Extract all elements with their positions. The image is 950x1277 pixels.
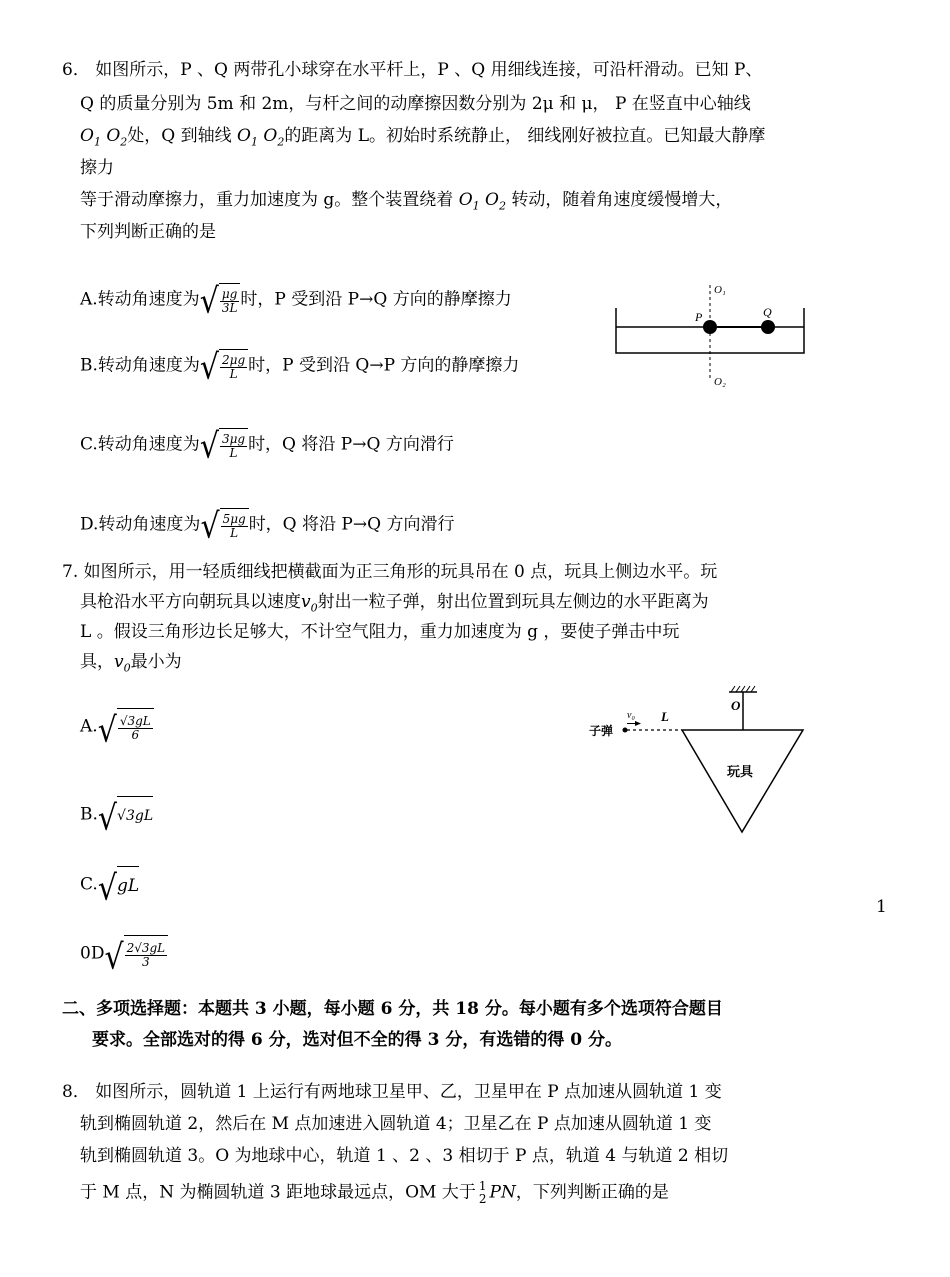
sqrt-b: √ $\frac{2\mu g}{L}$ (200, 349, 248, 383)
sqrt-a: √ $\frac{\mu g}{3L}$ (200, 283, 241, 317)
label-l: L (661, 709, 669, 724)
label-o1: O₁ (714, 284, 726, 296)
q8-line-2: 轨到椭圆轨道 2，然后在 M 点加速进入圆轨道 4；卫星乙在 P 点加速从圆轨道 1 变 (80, 1114, 712, 1134)
q7-option-b[interactable]: B. √ √3gL (80, 796, 153, 834)
q7-line-4: 具，$v_0$最小为 (80, 652, 182, 675)
q7-line-3: L 。假设三角形边长足够大，不计空气阻力，重力加速度为 g ，要使子弹击中玩 (80, 622, 680, 642)
q6-option-b[interactable]: B.转动角速度为 √ $\frac{2\mu g}{L}$ 时，P 受到沿 Q→P 方向的静摩擦力 (80, 347, 520, 388)
q8-line-3: 轨到椭圆轨道 3。O 为地球中心，轨道 1 、2 、3 相切于 P 点，轨道 4 与轨道 2 相切 (80, 1146, 729, 1166)
v0-symbol: $v_0$ (301, 592, 318, 615)
q6-option-a[interactable]: A.转动角速度为 √ $\frac{\mu g}{3L}$ 时，P 受到沿 P→Q 方向的静摩擦力 (80, 281, 512, 322)
q6-line-5: 等于滑动摩擦力，重力加速度为 g。整个装置绕着 $O_1$ $O_2$ 转动，随着角速度缓慢增大， (80, 190, 733, 213)
q7-line-1: 7. 如图所示，用一轻质细线把横截面为正三角形的玩具吊在 0 点，玩具上侧边水平。玩 (62, 562, 718, 582)
label-o2: O₂ (714, 376, 726, 388)
q6-line-6: 下列判断正确的是 (80, 222, 216, 242)
ball-p (703, 320, 717, 334)
section2-line-1: 二、多项选择题：本题共 3 小题，每小题 6 分，共 18 分。每小题有多个选项符合题目 (62, 999, 723, 1019)
label-v0: v₀ (627, 710, 635, 721)
page-number: 1 (876, 897, 887, 917)
q7-line-2: 具枪沿水平方向朝玩具以速度$v_0$射出一粒子弹，射出位置到玩具左侧边的水平距离为 (80, 592, 709, 615)
sqrt-c: √ $\frac{3\mu g}{L}$ (200, 428, 248, 462)
sqrt-d: √ $\frac{5\mu g}{L}$ (200, 508, 248, 542)
axis-o2: $O_2$ (106, 126, 128, 149)
q7-option-d[interactable]: 0D √ $\frac{2√3gL}{3}$ (80, 935, 168, 973)
q8-line-4: 于 M 点，N 为椭圆轨道 3 距地球最远点，OM 大于 1 2 PN，下列判断正确的是 (80, 1179, 669, 1206)
q6-option-d[interactable]: D.转动角速度为 √ $\frac{5\mu g}{L}$ 时，Q 将沿 P→Q 方向滑行 (80, 506, 455, 547)
axis-o1o2: $O_1$ $O_2$ (237, 126, 285, 149)
q6-figure (600, 275, 820, 395)
axis-o1: $O_1$ (80, 126, 101, 149)
q7-option-c[interactable]: C. √ gL (80, 866, 139, 904)
label-q: Q (763, 305, 772, 319)
q7-option-a[interactable]: A. √ $\frac{√3gL}{6}$ (80, 708, 154, 746)
label-bullet: 子弹 (589, 724, 614, 738)
q8-line-1: 8． 如图所示，圆轨道 1 上运行有两地球卫星甲、乙，卫星甲在 P 点加速从圆轨道 1 变 (62, 1082, 722, 1102)
axis-o1o2-rotation: $O_1$ $O_2$ (458, 190, 506, 213)
q6-line-4: 擦力 (80, 158, 114, 178)
q6-line-1: 6． 如图所示，P 、Q 两带孔小球穿在水平杆上，P 、Q 用细线连接，可沿杆滑动。已知 P、 (62, 60, 763, 80)
q6-line-3: $O_1$ $O_2$处，Q 到轴线 $O_1$ $O_2$的距离为 L。初始时系统静止， 细线刚好被拉直。已知最大静摩 (80, 126, 766, 149)
label-o: O (731, 698, 741, 713)
label-toy: 玩具 (727, 765, 754, 780)
q7-figure (585, 680, 815, 840)
bullet (623, 728, 628, 733)
ball-q (761, 320, 775, 334)
toy-triangle (682, 730, 803, 832)
label-p: P (695, 310, 703, 324)
q6-line-2: Q 的质量分别为 5m 和 2m，与杆之间的动摩擦因数分别为 2μ 和 μ， P 在竖直中心轴线 (80, 94, 751, 114)
section2-line-2: 要求。全部选对的得 6 分，选对但不全的得 3 分，有选错的得 0 分。 (92, 1030, 622, 1050)
half-fraction: 1 2 (478, 1179, 487, 1206)
q6-option-c[interactable]: C.转动角速度为 √ $\frac{3\mu g}{L}$ 时，Q 将沿 P→Q 方向滑行 (80, 426, 454, 467)
